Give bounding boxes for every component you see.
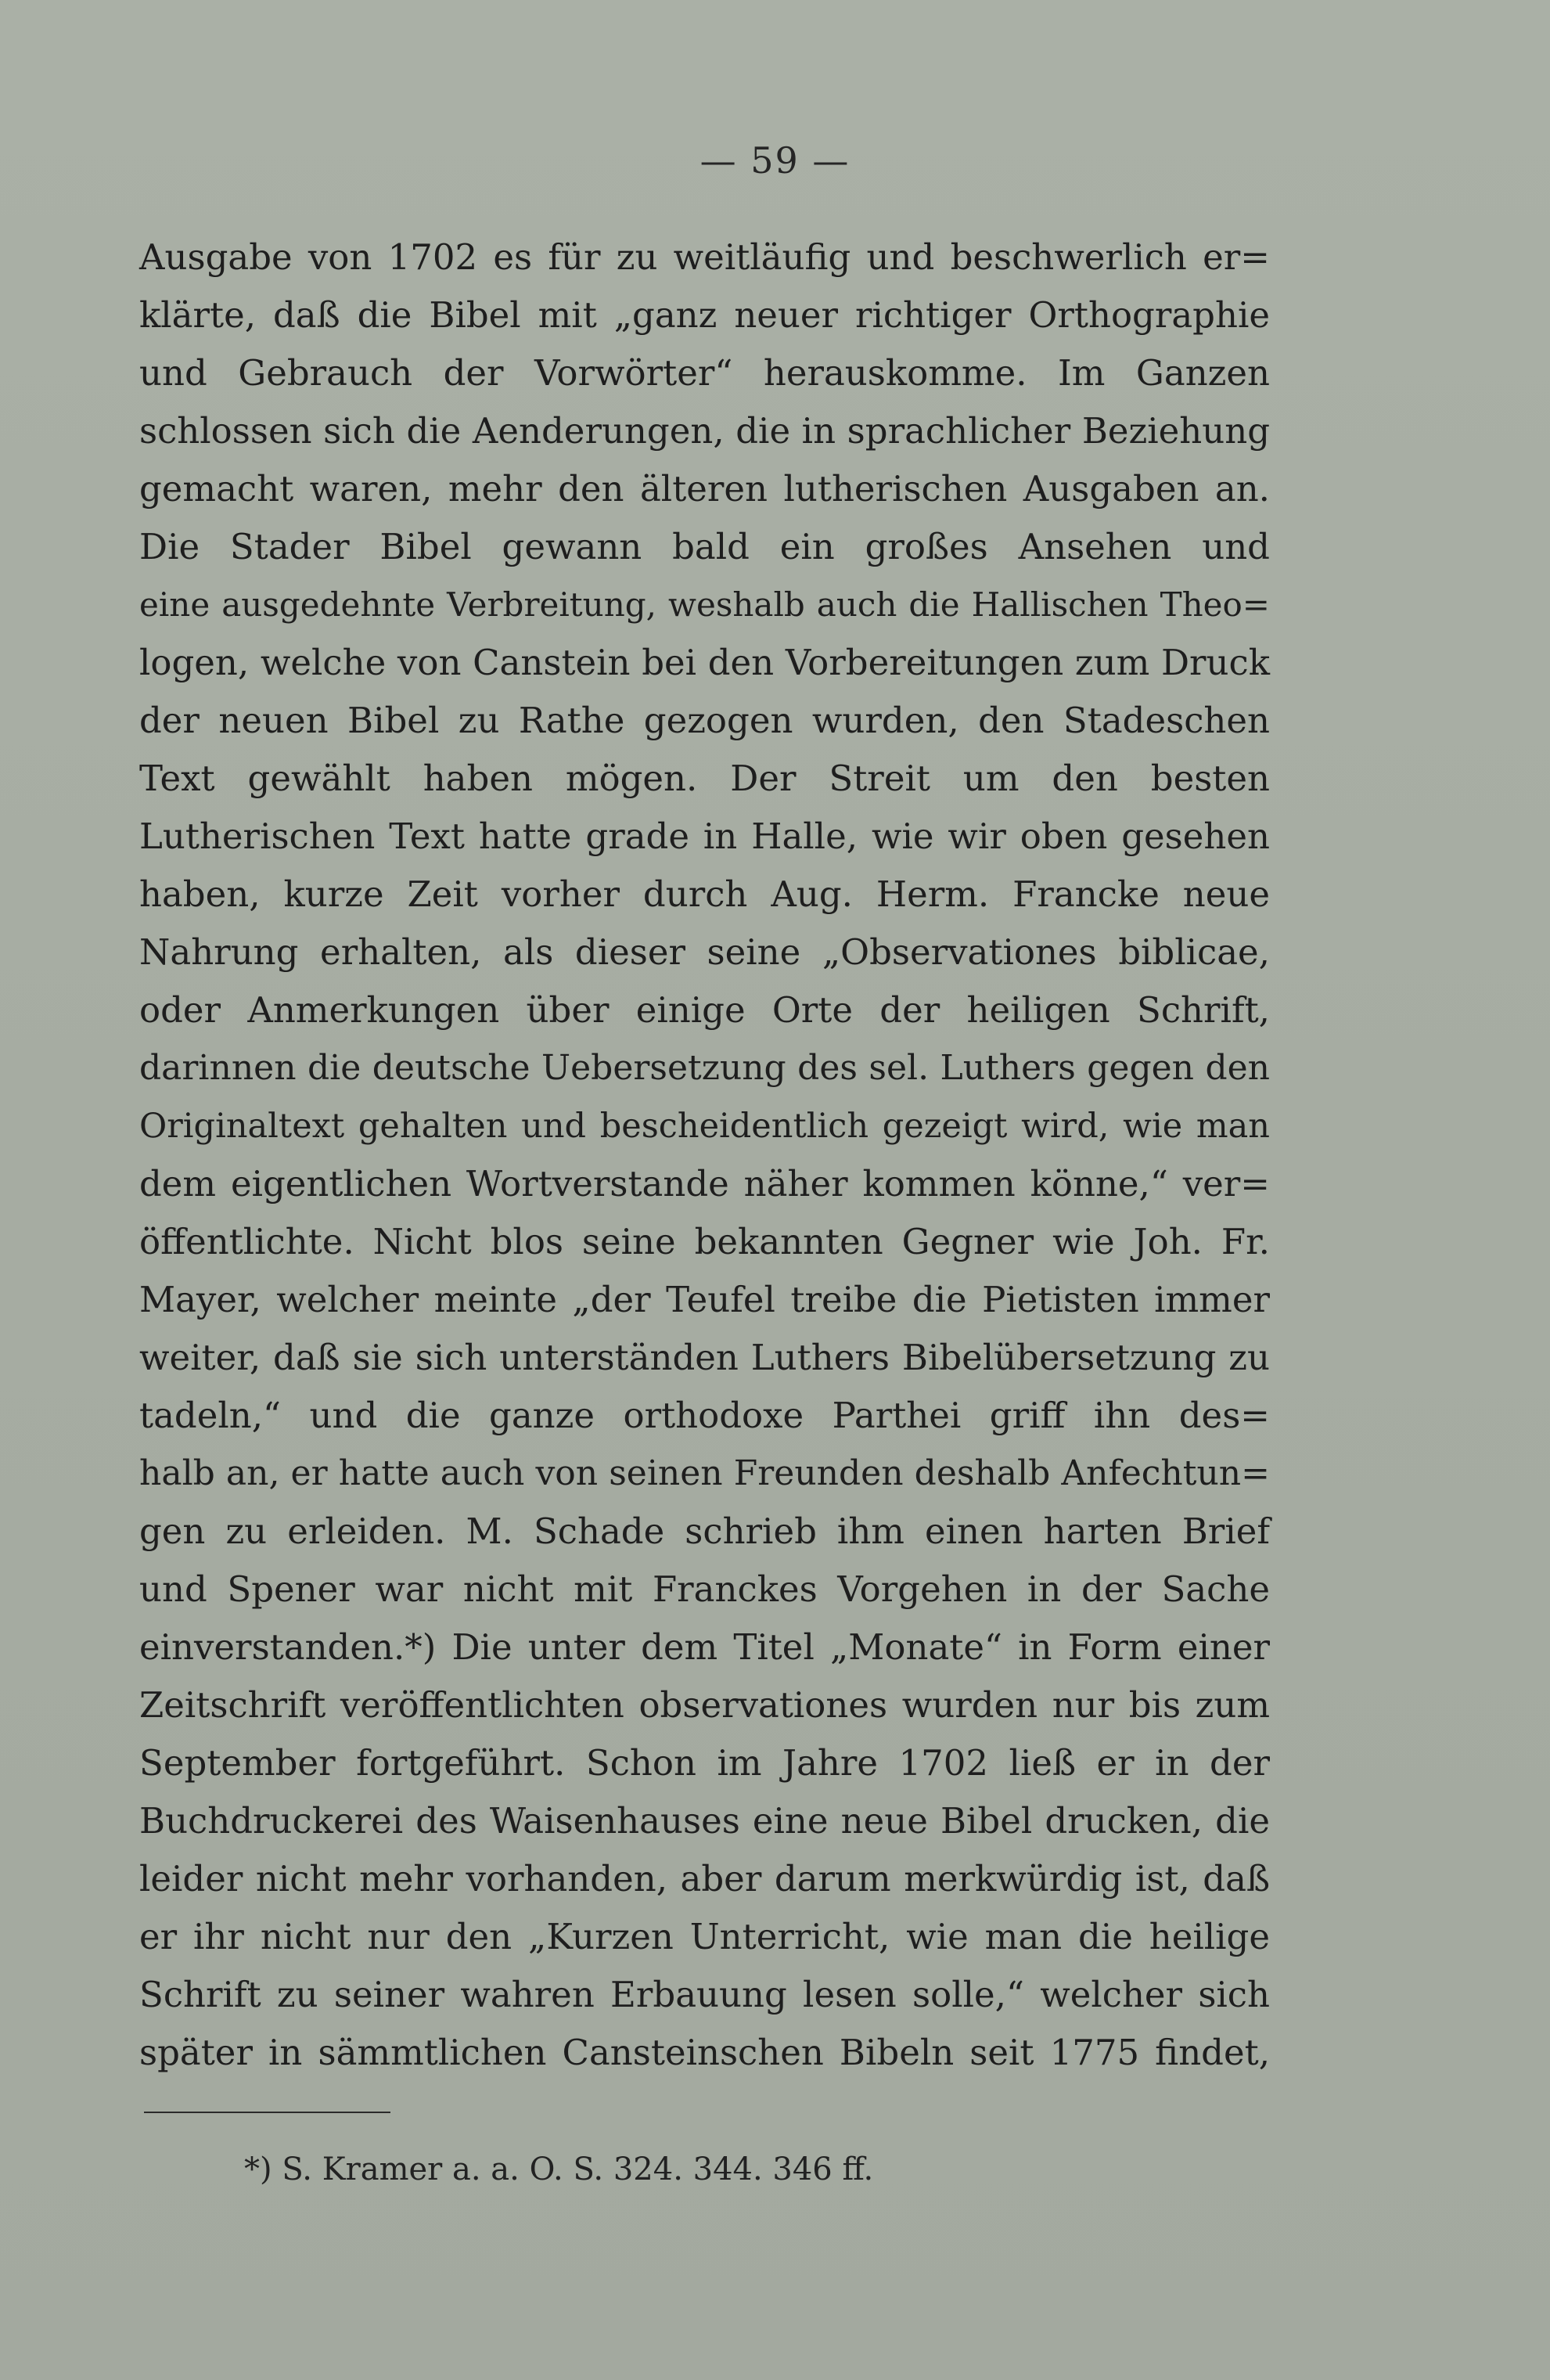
footnote: *) S. Kramer a. a. O. S. 324. 344. 346 ff.	[244, 2151, 874, 2187]
text-line: Schrift zu seiner wahren Erbauung lesen solle,“ welcher sich	[139, 1974, 1270, 2015]
text-line: Buchdruckerei des Waisenhauses eine neue Bibel drucken, die	[139, 1800, 1270, 1842]
text-line: Die Stader Bibel gewann bald ein großes Ansehen und	[139, 526, 1270, 567]
text-line: Text gewählt haben mögen. Der Streit um den besten	[139, 758, 1270, 799]
text-line: gen zu erleiden. M. Schade schrieb ihm einen harten Brief	[139, 1510, 1270, 1552]
page-number: — 59 —	[699, 139, 851, 182]
text-line: September fortgeführt. Schon im Jahre 1702 ließ er in der	[139, 1742, 1270, 1784]
text-line: Lutherischen Text hatte grade in Halle, wie wir oben gesehen	[139, 816, 1270, 857]
body-text	[139, 229, 1270, 2082]
text-line: Ausgabe von 1702 es für zu weitläufig und beschwerlich er=	[139, 236, 1270, 278]
text-line: schlossen sich die Aenderungen, die in sprachlicher Beziehung	[139, 410, 1270, 452]
text-line: klärte, daß die Bibel mit „ganz neuer richtiger Orthographie	[139, 294, 1270, 336]
text-line: Nahrung erhalten, als dieser seine „Observationes biblicae,	[139, 931, 1270, 973]
text-line: haben, kurze Zeit vorher durch Aug. Herm. Francke neue	[139, 873, 1270, 915]
text-line: logen, welche von Canstein bei den Vorbereitungen zum Druck	[139, 642, 1270, 683]
text-line: Mayer, welcher meinte „der Teufel treibe die Pietisten immer	[139, 1279, 1270, 1320]
text-line: später in sämmtlichen Cansteinschen Bibeln seit 1775 findet,	[139, 2032, 1270, 2073]
text-line: einverstanden.*) Die unter dem Titel „Monate“ in Form einer	[139, 1626, 1270, 1668]
text-line: halb an, er hatte auch von seinen Freunden deshalb Anfechtun=	[139, 1453, 1270, 1493]
text-line: dem eigentlichen Wortverstande näher kommen könne,“ ver=	[139, 1163, 1270, 1204]
text-line: Zeitschrift veröffentlichten observationes wurden nur bis zum	[139, 1684, 1270, 1726]
text-line: weiter, daß sie sich unterständen Luthers Bibelübersetzung zu	[139, 1337, 1270, 1378]
text-line: und Gebrauch der Vorwörter“ herauskomme. Im Ganzen	[139, 352, 1270, 394]
text-line: der neuen Bibel zu Rathe gezogen wurden, den Stadeschen	[139, 700, 1270, 741]
text-line: eine ausgedehnte Verbreitung, weshalb auch die Hallischen Theo=	[139, 585, 1270, 624]
text-line: darinnen die deutsche Uebersetzung des sel. Luthers gegen den	[139, 1048, 1270, 1088]
text-line: tadeln,“ und die ganze orthodoxe Parthei griff ihn des=	[139, 1395, 1270, 1436]
text-line: oder Anmerkungen über einige Orte der heiligen Schrift,	[139, 989, 1270, 1031]
text-line: er ihr nicht nur den „Kurzen Unterricht, wie man die heilige	[139, 1916, 1270, 1957]
text-line: gemacht waren, mehr den älteren lutherischen Ausgaben an.	[139, 468, 1270, 509]
text-line: und Spener war nicht mit Franckes Vorgehen in der Sache	[139, 1568, 1270, 1610]
footnote-divider	[144, 2112, 390, 2113]
text-line: Originaltext gehalten und bescheidentlich gezeigt wird, wie man	[139, 1107, 1270, 1146]
text-line: leider nicht mehr vorhanden, aber darum merkwürdig ist, daß	[139, 1858, 1270, 1899]
text-line: öffentlichte. Nicht blos seine bekannten Gegner wie Joh. Fr.	[139, 1221, 1270, 1262]
